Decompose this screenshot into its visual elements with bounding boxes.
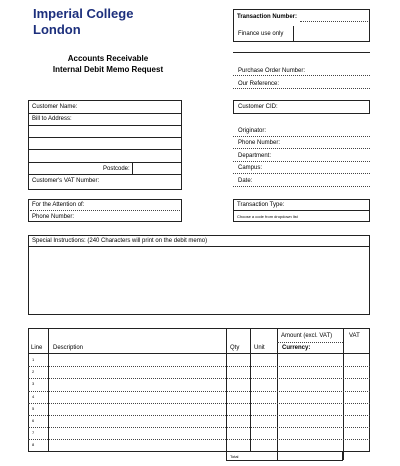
customer-cid-label: Customer CID: xyxy=(238,104,278,110)
vat-header: VAT xyxy=(349,333,360,339)
table-row[interactable] xyxy=(49,392,369,402)
campus-field[interactable] xyxy=(233,173,370,174)
line-number: 8 xyxy=(32,442,35,448)
originator-label: Originator: xyxy=(238,128,267,134)
department-field[interactable] xyxy=(233,161,370,162)
college-name-line2: London xyxy=(33,22,81,37)
attention-field[interactable] xyxy=(30,210,180,211)
total-row xyxy=(226,451,343,461)
row-line xyxy=(28,113,182,114)
attention-label: For the Attention of: xyxy=(32,202,85,208)
transaction-number-field[interactable] xyxy=(300,21,368,22)
header-row-line xyxy=(28,353,370,354)
phone-number-field[interactable] xyxy=(233,148,370,149)
table-row[interactable] xyxy=(49,416,369,426)
department-label: Department: xyxy=(238,153,272,159)
table-row[interactable] xyxy=(49,379,369,389)
row-line xyxy=(28,162,182,163)
unit-header: Unit xyxy=(254,345,265,351)
line-number: 7 xyxy=(32,430,35,436)
row-line xyxy=(28,125,182,126)
line-number: 6 xyxy=(32,418,35,423)
po-number-field[interactable] xyxy=(233,75,370,76)
line-header: Line xyxy=(31,345,43,351)
row-line xyxy=(28,174,182,175)
our-reference-field[interactable] xyxy=(233,88,370,89)
finance-use-label: Finance use only xyxy=(238,31,284,37)
date-label: Date: xyxy=(238,178,253,184)
transaction-type-label: Transaction Type: xyxy=(237,202,285,208)
row-line xyxy=(28,149,182,150)
table-row[interactable] xyxy=(49,355,369,365)
row-line xyxy=(233,210,370,211)
row-line xyxy=(28,137,182,138)
line-number: 2 xyxy=(32,369,35,375)
attention-phone-label: Phone Number: xyxy=(32,214,75,220)
transaction-type-dropdown[interactable]: Choose a code from dropdown list xyxy=(237,214,298,219)
finance-divider xyxy=(293,26,294,42)
form-title-line2: Internal Debit Memo Request xyxy=(52,65,164,74)
college-name-line1: Imperial College xyxy=(33,6,134,21)
amount-header: Amount (excl. VAT) xyxy=(281,333,333,339)
row-line xyxy=(28,246,370,247)
customer-name-label: Customer Name: xyxy=(32,104,78,110)
phone-number-label: Phone Number: xyxy=(238,140,281,146)
description-header: Description xyxy=(53,345,84,351)
table-row[interactable] xyxy=(49,404,369,414)
postcode-label: Postcode: xyxy=(103,166,130,172)
special-instructions-box[interactable] xyxy=(28,235,370,315)
originator-field[interactable] xyxy=(233,136,370,137)
po-number-label: Purchase Order Number: xyxy=(238,68,306,74)
bill-to-address-label: Bill to Address: xyxy=(32,116,72,122)
form-title-line1: Accounts Receivable xyxy=(67,54,149,63)
divider-line xyxy=(233,52,370,53)
transaction-number-label: Transaction Number: xyxy=(237,14,298,20)
line-number: 5 xyxy=(32,405,35,411)
postcode-divider xyxy=(132,162,133,174)
line-number: 3 xyxy=(32,381,35,387)
qty-header: Qty xyxy=(230,345,240,351)
special-instructions-label: Special Instructions: (240 Characters will print on the debit memo) xyxy=(32,238,208,244)
currency-header: Currency: xyxy=(282,345,311,351)
campus-label: Campus: xyxy=(238,165,263,171)
table-row[interactable] xyxy=(49,440,369,450)
table-row[interactable] xyxy=(49,428,369,438)
our-reference-label: Our Reference: xyxy=(238,81,280,87)
amount-header-divider xyxy=(277,342,343,343)
table-row[interactable] xyxy=(49,367,369,377)
customer-vat-label: Customer's VAT Number: xyxy=(32,178,100,184)
line-number: 4 xyxy=(32,393,35,399)
line-number: 1 xyxy=(32,357,35,362)
total-label: Total xyxy=(230,454,239,459)
date-field[interactable] xyxy=(233,186,370,187)
